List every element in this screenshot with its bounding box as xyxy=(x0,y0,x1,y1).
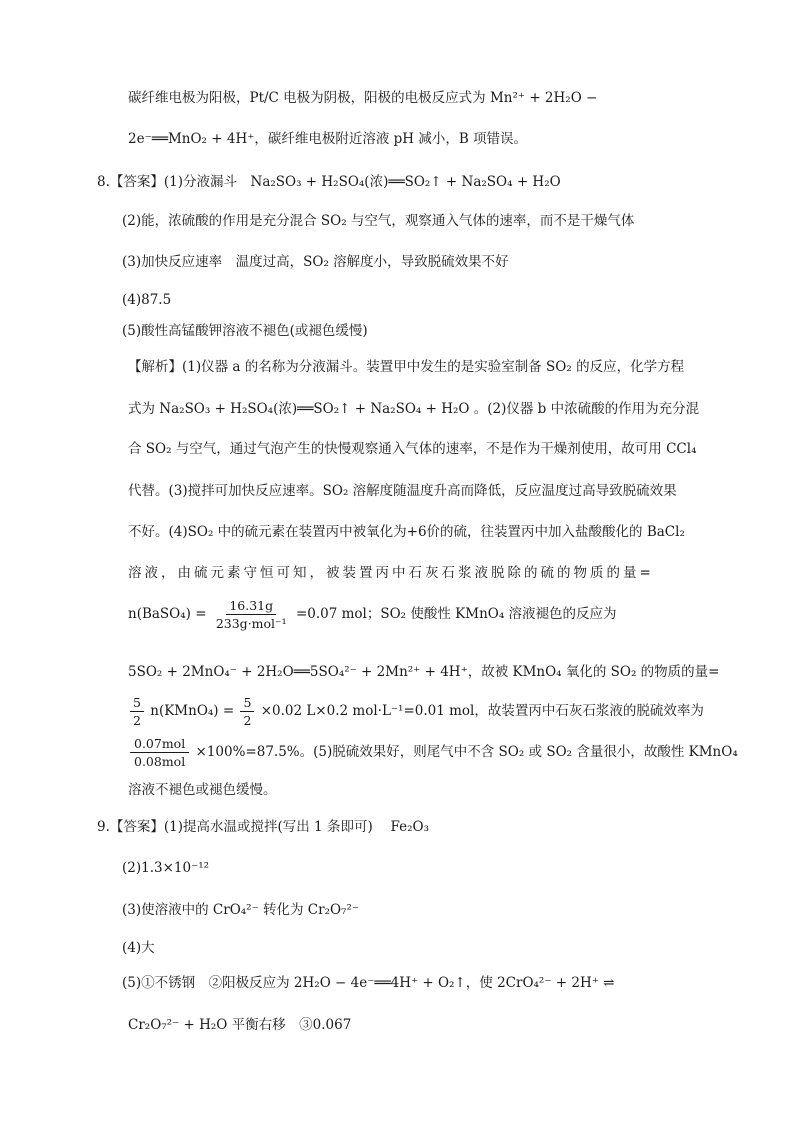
q8-answer-4: (4)87.5 xyxy=(122,292,172,308)
intro-line-2: 2e⁻══MnO₂ + 4H⁺，碳纤维电极附近溶液 pH 减小，B 项错误。 xyxy=(128,131,528,147)
fraction-denominator: 2 xyxy=(133,713,141,728)
q8-analysis-line-2: 式为 Na₂SO₃ + H₂SO₄(浓)══SO₂↑ + Na₂SO₄ + H₂O 。(2)仪器 b 中浓硫酸的作用为充分混 xyxy=(128,401,700,417)
q8-analysis-line-5: 不好。(4)SO₂ 中的硫元素在装置丙中被氧化为+6价的硫，往装置丙中加入盐酸酸化的 BaCl₂ xyxy=(128,524,685,540)
q9-answer-2: (2)1.3×10⁻¹² xyxy=(122,860,210,876)
fraction-denominator: 233g·mol⁻¹ xyxy=(215,616,287,631)
fraction-denominator: 2 xyxy=(243,713,252,728)
q8-answer-2: (2)能，浓硫酸的作用是充分混合 SO₂ 与空气，观察通入气体的速率，而不是干燥气体 xyxy=(122,213,635,229)
fraction-denominator: 0.08mol xyxy=(134,754,186,769)
q8-analysis-line-6: 溶液，由硫元素守恒可知，被装置丙中石灰石浆液脱除的硫的物质的量= xyxy=(128,565,654,581)
fraction-efficiency xyxy=(130,735,189,770)
fraction-five-halves-2 xyxy=(240,694,254,729)
fraction-numerator: 5 xyxy=(240,694,254,712)
fraction-numerator: 16.31g xyxy=(226,597,276,615)
q9-answer-3: (3)使溶液中的 CrO₄²⁻ 转化为 Cr₂O₇²⁻ xyxy=(122,902,360,918)
q8-analysis-line-11: 溶液不褪色或褪色缓慢。 xyxy=(128,782,277,798)
q8-answer-5: (5)酸性高锰酸钾溶液不褪色(或褪色缓慢) xyxy=(122,323,368,339)
q9-answer-4: (4)大 xyxy=(122,940,155,956)
q8-analysis-line-4: 代替。(3)搅拌可加快反应速率。SO₂ 溶解度随温度升高而降低，反应温度过高导致脱硫效果 xyxy=(128,483,677,499)
q8-analysis-line-8: 5SO₂ + 2MnO₄⁻ + 2H₂O══5SO₄²⁻ + 2Mn²⁺ + 4H⁺，故被 KMnO₄ 氧化的 SO₂ 的物质的量= xyxy=(128,664,720,680)
analysis-7-text: =0.07 mol；SO₂ 使酸性 KMnO₄ 溶液褪色的反应为 xyxy=(295,606,617,622)
analysis-10-text: ×100%=87.5%。(5)脱硫效果好，则尾气中不含 SO₂ 或 SO₂ 含量很小，故酸性 KMnO₄ xyxy=(195,744,738,760)
q9-answer-5-cont: Cr₂O₇²⁻ + H₂O 平衡右移 ③0.067 xyxy=(128,1017,352,1033)
q9-answer-line: 9.【答案】(1)提高水温或搅拌(写出 1 条即可) Fe₂O₃ xyxy=(97,819,430,835)
q8-analysis-line-3: 合 SO₂ 与空气，通过气泡产生的快慢观察通入气体的速率，不是作为干燥剂使用，故可用 CCl₄ xyxy=(128,441,697,457)
q8-analysis-line-9 xyxy=(128,694,704,729)
q8-analysis-line-7 xyxy=(128,597,617,632)
fraction-mass-over-molar-mass xyxy=(213,597,290,632)
fraction-numerator: 0.07mol xyxy=(130,735,189,753)
fraction-numerator: 5 xyxy=(130,694,144,712)
q9-answer-5: (5)①不锈钢 ②阳极反应为 2H₂O − 4e⁻══4H⁺ + O₂↑，使 2CrO₄²⁻ + 2H⁺ ⇌ xyxy=(122,975,615,991)
q8-answer-3: (3)加快反应速率 温度过高，SO₂ 溶解度小，导致脱硫效果不好 xyxy=(122,254,509,270)
intro-line-1: 碳纤维电极为阳极，Pt/C 电极为阴极，阳极的电极反应式为 Mn²⁺ + 2H₂O − xyxy=(128,90,598,106)
n-baso4-label: n(BaSO₄) = xyxy=(128,606,207,622)
q8-analysis-line-1: 【解析】(1)仪器 a 的名称为分液漏斗。装置甲中发生的是实验室制备 SO₂ 的反应，化学方程 xyxy=(128,359,685,375)
analysis-9-text: ×0.02 L×0.2 mol·L⁻¹=0.01 mol，故装置丙中石灰石浆液的脱硫效率为 xyxy=(260,703,704,719)
q8-answer-line: 8.【答案】(1)分液漏斗 Na₂SO₃ + H₂SO₄(浓)══SO₂↑ + Na₂SO₄ + H₂O xyxy=(97,174,561,190)
fraction-five-halves xyxy=(130,694,144,729)
n-kmno4-label: n(KMnO₄) = xyxy=(150,703,235,719)
q8-analysis-line-10 xyxy=(128,735,738,770)
